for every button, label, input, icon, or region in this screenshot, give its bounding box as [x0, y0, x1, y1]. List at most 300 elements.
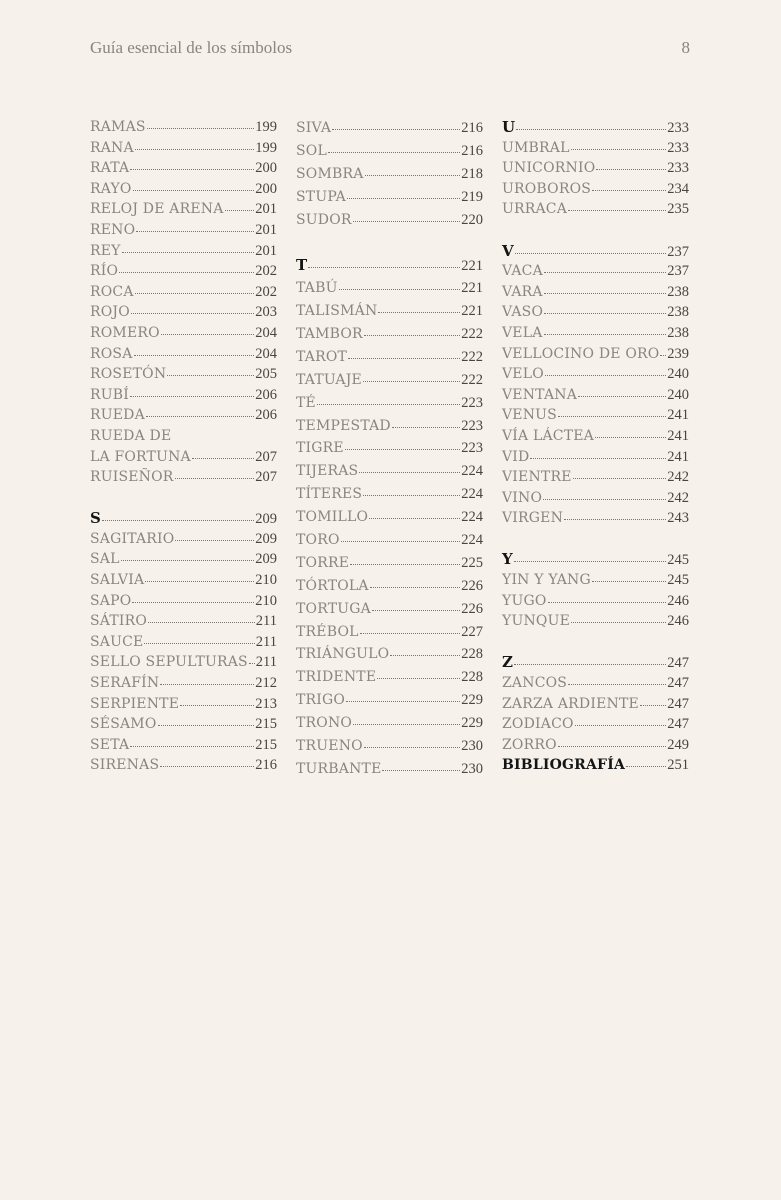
entry-term: RATA: [90, 160, 130, 177]
index-entry: [90, 447, 277, 468]
entry-term: VINO: [502, 489, 543, 506]
entry-page-number: 242: [667, 489, 689, 506]
entry-page-number: 241: [667, 407, 689, 424]
index-entry: [502, 447, 689, 468]
entry-term: YUNQUE: [502, 613, 570, 630]
index-entry: [502, 199, 689, 220]
dot-leader: [515, 253, 666, 254]
index-entry: [90, 199, 277, 220]
entry-page-number: 238: [667, 304, 689, 321]
dot-leader: [382, 770, 460, 771]
entry-page-number: 221: [461, 303, 483, 320]
dot-leader: [147, 128, 255, 129]
index-entry: [90, 405, 277, 426]
dot-leader: [122, 252, 255, 253]
index-entry: [502, 570, 689, 591]
index-entry: [90, 549, 277, 570]
dot-leader: [640, 705, 666, 706]
dot-leader: [144, 643, 254, 644]
entry-term: SERAFÍN: [90, 675, 160, 692]
dot-leader: [369, 518, 460, 519]
section-letter: U: [502, 118, 516, 136]
entry-term: VENUS: [502, 407, 557, 424]
entry-term: BIBLIOGRAFÍA: [502, 757, 626, 774]
section-letter: Z: [502, 653, 514, 672]
dot-leader: [363, 495, 460, 496]
entry-page-number: 216: [461, 120, 483, 136]
entry-term: SOL: [296, 142, 327, 159]
entry-page-number: 246: [667, 613, 689, 630]
dot-leader: [346, 701, 460, 702]
dot-leader: [132, 602, 254, 603]
index-entry: [90, 138, 277, 159]
entry-term: REY: [90, 242, 121, 259]
index-entry: [90, 735, 277, 756]
dot-leader: [596, 169, 666, 170]
entry-term: TAMBOR: [296, 326, 363, 343]
entry-page-number: 215: [255, 716, 277, 733]
index-entry: [90, 323, 277, 344]
dot-leader: [592, 581, 666, 582]
entry-term: SAL: [90, 551, 120, 568]
index-entry: [502, 364, 689, 385]
entry-page-number: 201: [255, 242, 277, 259]
dot-leader: [372, 610, 460, 611]
index-entry: [502, 261, 689, 282]
entry-page-number: 241: [667, 427, 689, 444]
dot-leader: [571, 622, 666, 623]
entry-term: ZANCOS: [502, 675, 568, 692]
entry-page-number: 205: [255, 366, 277, 383]
entry-term: RELOJ DE ARENA: [90, 201, 224, 218]
dot-leader: [136, 231, 254, 232]
group-spacer: [502, 632, 689, 653]
entry-term: VIENTRE: [502, 469, 572, 486]
dot-leader: [558, 416, 666, 417]
entry-term: UROBOROS: [502, 180, 592, 197]
entry-term: ROJO: [90, 304, 130, 321]
entry-term: TÍTERES: [296, 486, 363, 503]
entry-page-number: 224: [461, 509, 483, 526]
group-spacer: [502, 220, 689, 241]
dot-leader: [339, 289, 461, 290]
group-spacer: [296, 231, 483, 254]
dot-leader: [160, 766, 254, 767]
dot-leader: [332, 129, 460, 130]
index-entry: [502, 673, 689, 694]
dot-leader: [130, 396, 254, 397]
dot-leader: [175, 478, 255, 479]
entry-page-number: 209: [255, 530, 277, 547]
entry-term: UMBRAL: [502, 139, 570, 156]
entry-term: ROSA: [90, 345, 133, 362]
index-column-2: [296, 117, 483, 781]
index-entry: [296, 643, 483, 666]
index-column-1: [90, 117, 277, 776]
entry-term: YUGO: [502, 592, 547, 609]
index-entry: [296, 346, 483, 369]
dot-leader: [377, 678, 460, 679]
dot-leader: [530, 458, 666, 459]
dot-leader: [348, 358, 460, 359]
section-letter: T: [296, 256, 308, 275]
index-entry: [502, 385, 689, 406]
index-entry: [502, 714, 689, 735]
index-entry: [296, 209, 483, 232]
entry-page-number: 199: [255, 119, 277, 135]
entry-page-number: 245: [667, 572, 689, 589]
dot-leader: [544, 272, 666, 273]
running-header: [90, 38, 690, 62]
entry-term: TEMPESTAD: [296, 417, 391, 434]
index-entry: [90, 570, 277, 591]
dot-leader: [133, 190, 255, 191]
entry-term: TATUAJE: [296, 371, 362, 388]
dot-leader: [249, 663, 255, 664]
entry-page-number: 202: [255, 263, 277, 280]
entry-term: VELO: [502, 366, 544, 383]
index-entry: [296, 300, 483, 323]
index-entry: [90, 632, 277, 653]
index-entry: [296, 483, 483, 506]
dot-leader: [359, 472, 460, 473]
entry-page-number: 206: [255, 407, 277, 424]
entry-term: TIGRE: [296, 440, 344, 457]
entry-page-number: 223: [461, 440, 483, 457]
entry-term: SOMBRA: [296, 165, 364, 182]
entry-page-number: 226: [461, 600, 483, 617]
dot-leader: [161, 334, 254, 335]
index-entry: [90, 755, 277, 776]
dot-leader: [353, 724, 460, 725]
dot-leader: [345, 449, 460, 450]
entry-term: RUEDA: [90, 407, 145, 424]
index-entry: [296, 666, 483, 689]
entry-term: VIRGEN: [502, 510, 564, 527]
entry-page-number: 230: [461, 760, 483, 777]
dot-leader: [365, 175, 461, 176]
group-spacer: [502, 529, 689, 550]
entry-page-number: 247: [667, 695, 689, 712]
index-entry: [90, 694, 277, 715]
entry-term: VASO: [502, 304, 544, 321]
entry-page-number: 204: [255, 345, 277, 362]
entry-term: VID: [502, 448, 530, 465]
index-entry: [90, 467, 277, 488]
entry-term: SIVA: [296, 120, 332, 136]
entry-page-number: 202: [255, 283, 277, 300]
entry-term: ZARZA ARDIENTE: [502, 695, 639, 712]
dot-leader: [568, 684, 666, 685]
dot-leader: [544, 334, 667, 335]
entry-term: TOMILLO: [296, 509, 369, 526]
entry-term: SALVIA: [90, 572, 145, 589]
entry-page-number: 222: [461, 348, 483, 365]
index-entry: [502, 591, 689, 612]
index-entry: [502, 302, 689, 323]
entry-term: YIN Y YANG: [502, 572, 591, 589]
index-entry: [296, 369, 483, 392]
entry-page-number: 238: [667, 283, 689, 300]
dot-leader: [135, 293, 255, 294]
index-entry: [502, 467, 689, 488]
index-entry: [90, 261, 277, 282]
entry-term: TURBANTE: [296, 760, 382, 777]
section-letter-entry: [502, 652, 689, 673]
entry-page-number: 242: [667, 469, 689, 486]
dot-leader: [364, 335, 460, 336]
entry-term: RAYO: [90, 180, 132, 197]
entry-term: VÍA LÁCTEA: [502, 427, 594, 444]
entry-page-number: 223: [461, 394, 483, 411]
index-entry: [296, 712, 483, 735]
index-entry: [90, 385, 277, 406]
index-entry: [296, 735, 483, 758]
index-entry: [90, 282, 277, 303]
entry-page-number: 240: [667, 386, 689, 403]
dot-leader: [121, 560, 255, 561]
entry-page-number: 224: [461, 532, 483, 549]
index-entry: [296, 186, 483, 209]
index-entry: [502, 344, 689, 365]
index-entry: [502, 282, 689, 303]
entry-page-number: 201: [255, 201, 277, 218]
index-entry: [90, 179, 277, 200]
entry-page-number: 230: [461, 738, 483, 755]
group-spacer: [90, 488, 277, 509]
dot-leader: [131, 313, 254, 314]
entry-page-number: 219: [461, 188, 483, 205]
dot-leader: [544, 313, 666, 314]
index-entry: [90, 529, 277, 550]
dot-leader: [145, 581, 254, 582]
entry-page-number: 222: [461, 326, 483, 343]
dot-leader: [360, 633, 461, 634]
entry-page-number: 204: [255, 324, 277, 341]
entry-page-number: 235: [667, 201, 689, 218]
entry-term: VELLOCINO DE ORO: [502, 345, 660, 362]
dot-leader: [317, 404, 460, 405]
index-entry: [296, 277, 483, 300]
entry-page-number: 241: [667, 448, 689, 465]
dot-leader: [328, 152, 460, 153]
index-entry: [296, 689, 483, 712]
entry-page-number: 237: [667, 243, 689, 260]
entry-term: ZODIACO: [502, 716, 574, 733]
index-entry: [296, 140, 483, 163]
section-letter-entry: [502, 117, 689, 138]
dot-leader: [364, 747, 460, 748]
entry-term: TALISMÁN: [296, 303, 378, 320]
dot-leader: [392, 427, 460, 428]
index-entry: [502, 323, 689, 344]
index-entry: [296, 506, 483, 529]
entry-page-number: 212: [255, 675, 277, 692]
entry-page-number: 238: [667, 324, 689, 341]
dot-leader: [390, 655, 460, 656]
entry-term: TRIDENTE: [296, 669, 377, 686]
entry-term: SUDOR: [296, 211, 352, 228]
index-entry: [296, 575, 483, 598]
entry-term: ROMERO: [90, 324, 160, 341]
dot-leader: [167, 375, 254, 376]
section-letter-entry: [502, 241, 689, 262]
entry-page-number: 215: [255, 736, 277, 753]
index-entry: [90, 344, 277, 365]
index-entry: [296, 437, 483, 460]
entry-page-number: 203: [255, 304, 277, 321]
index-entry: [502, 611, 689, 632]
index-column-3: [502, 117, 689, 776]
dot-leader: [564, 519, 666, 520]
dot-leader: [514, 664, 666, 665]
entry-page-number: 227: [461, 623, 483, 640]
dot-leader: [180, 705, 254, 706]
dot-leader: [347, 198, 460, 199]
entry-page-number: 221: [461, 258, 483, 275]
index-entry: [90, 714, 277, 735]
index-entry: [502, 694, 689, 715]
entry-term: TRÉBOL: [296, 623, 359, 640]
entry-term: TORO: [296, 532, 340, 549]
entry-term: TABÚ: [296, 280, 338, 297]
index-entry: [90, 652, 277, 673]
entry-term: VARA: [502, 283, 543, 300]
section-letter-entry: [296, 254, 483, 277]
entry-page-number: 224: [461, 463, 483, 480]
entry-page-number: 200: [255, 160, 277, 177]
entry-term: TRIGO: [296, 692, 346, 709]
dot-leader: [135, 149, 254, 150]
entry-page-number: 224: [461, 486, 483, 503]
entry-term: VENTANA: [502, 386, 578, 403]
index-entry: [296, 415, 483, 438]
entry-page-number: 243: [667, 510, 689, 527]
entry-term: RENO: [90, 221, 136, 238]
entry-page-number: 216: [461, 142, 483, 159]
dot-leader: [370, 587, 461, 588]
entry-page-number: 222: [461, 371, 483, 388]
running-title: Guía esencial de los símbolos: [90, 38, 293, 57]
entry-page-number: 228: [461, 646, 483, 663]
index-entry: [90, 591, 277, 612]
entry-term: TORRE: [296, 554, 350, 571]
dot-leader: [308, 267, 460, 268]
dot-leader: [134, 355, 255, 356]
section-letter-entry: [90, 508, 277, 529]
entry-term: LA FORTUNA: [90, 448, 191, 465]
index-entry: [296, 552, 483, 575]
dot-leader: [341, 541, 461, 542]
entry-term: SETA: [90, 736, 130, 753]
dot-leader: [578, 396, 666, 397]
entry-page-number: 209: [255, 511, 277, 528]
dot-leader: [544, 293, 667, 294]
dot-leader: [543, 499, 666, 500]
entry-term: RUISEÑOR: [90, 469, 174, 486]
section-letter: S: [90, 509, 102, 528]
index-entry: [296, 117, 483, 140]
entry-term: TRIÁNGULO: [296, 646, 390, 663]
index-entry: [90, 611, 277, 632]
dot-leader: [545, 375, 666, 376]
index-entry: [296, 529, 483, 552]
dot-leader: [192, 458, 254, 459]
index-entry: [90, 302, 277, 323]
entry-term: ZORRO: [502, 736, 557, 753]
entry-page-number: 211: [255, 633, 277, 650]
section-letter: V: [502, 241, 514, 260]
entry-term: RAMAS: [90, 119, 146, 135]
dot-leader: [595, 437, 666, 438]
index-entry: [296, 598, 483, 621]
index-entry: [502, 508, 689, 529]
entry-term: TIJERAS: [296, 463, 359, 480]
entry-page-number: 200: [255, 180, 277, 197]
dot-leader: [146, 416, 254, 417]
index-entry: [502, 735, 689, 756]
entry-term: SAUCE: [90, 633, 144, 650]
entry-page-number: 199: [255, 139, 277, 156]
entry-term: RÍO: [90, 263, 119, 280]
entry-page-number: 207: [255, 469, 277, 486]
entry-term: TRONO: [296, 715, 353, 732]
entry-term: ROCA: [90, 283, 134, 300]
entry-term: RUEDA DE: [90, 427, 172, 444]
index-entry: [296, 621, 483, 644]
index-entry: [90, 673, 277, 694]
entry-page-number: 247: [667, 655, 689, 672]
entry-page-number: 226: [461, 577, 483, 594]
index-entry: [502, 405, 689, 426]
index-entry: [90, 241, 277, 262]
dot-leader: [160, 684, 254, 685]
index-entry: [296, 323, 483, 346]
dot-leader: [548, 602, 667, 603]
dot-leader: [350, 564, 460, 565]
entry-page-number: 233: [667, 160, 689, 177]
entry-page-number: 211: [255, 654, 277, 671]
dot-leader: [175, 540, 254, 541]
entry-page-number: 233: [667, 120, 689, 136]
entry-page-number: 245: [667, 552, 689, 569]
index-entry: [502, 755, 689, 776]
dot-leader: [558, 746, 666, 747]
section-letter-entry: [502, 549, 689, 570]
dot-leader: [516, 129, 666, 130]
dot-leader: [626, 766, 666, 767]
entry-page-number: 210: [255, 572, 277, 589]
page-number: 8: [681, 38, 690, 57]
entry-page-number: 209: [255, 551, 277, 568]
entry-page-number: 206: [255, 386, 277, 403]
index-entry: [90, 158, 277, 179]
index-entry: [502, 158, 689, 179]
index-entry: [296, 758, 483, 781]
entry-page-number: 201: [255, 221, 277, 238]
entry-term: RANA: [90, 139, 134, 156]
dot-leader: [660, 355, 666, 356]
entry-term: SÁTIRO: [90, 613, 148, 630]
dot-leader: [568, 210, 666, 211]
section-letter: Y: [502, 550, 513, 569]
entry-term: UNICORNIO: [502, 160, 596, 177]
entry-term: STUPA: [296, 188, 346, 205]
entry-term: SELLO SEPULTURAS: [90, 654, 248, 671]
entry-page-number: 229: [461, 715, 483, 732]
dot-leader: [119, 272, 254, 273]
dot-leader: [573, 478, 667, 479]
